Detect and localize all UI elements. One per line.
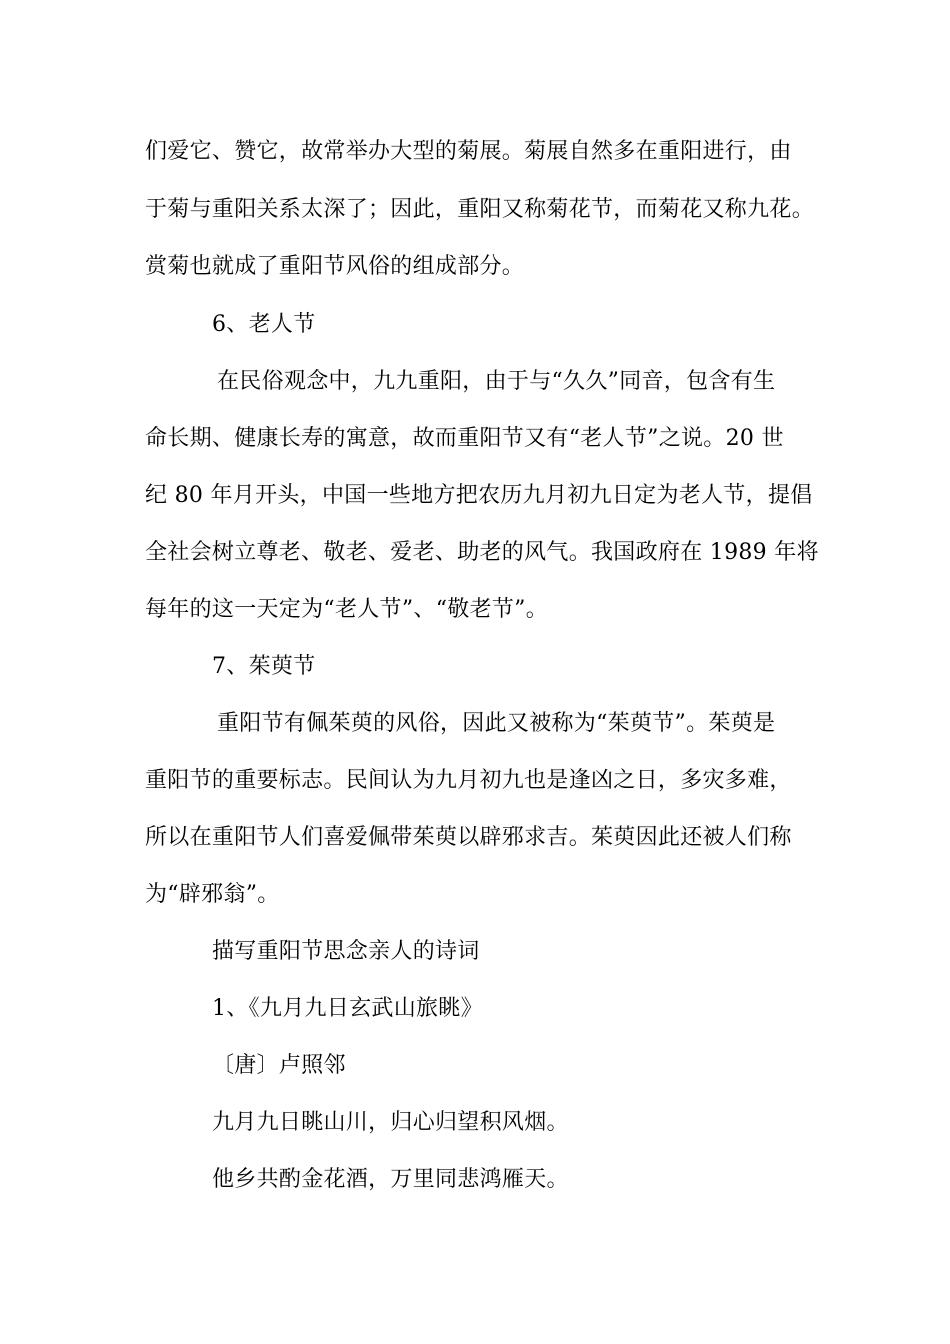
paragraph-line: 们爱它、赞它，故常举办大型的菊展。菊展自然多在重阳进行，由 (145, 139, 792, 164)
paragraph-line: 全社会树立尊老、敬老、爱老、助老的风气。我国政府在 1989 年将 (145, 540, 819, 565)
poem-line: 九月九日眺山川，归心归望积风烟。 (212, 1110, 569, 1135)
paragraph-line: 纪 80 年月开头，中国一些地方把农历九月初九日定为老人节，提倡 (145, 483, 813, 508)
paragraph-line: 重阳节的重要标志。民间认为九月初九也是逢凶之日，多灾多难， (145, 768, 792, 793)
poem-line: 他乡共酌金花酒，万里同悲鸿雁天。 (212, 1167, 569, 1192)
paragraph-line: 为“辟邪翁”。 (145, 882, 280, 907)
paragraph-line: 每年的这一天定为“老人节”、“敬老节”。 (145, 597, 548, 622)
paragraph-line: 所以在重阳节人们喜爱佩带茱萸以辟邪求吉。茱萸因此还被人们称 (145, 825, 792, 850)
paragraph-line: 于菊与重阳关系太深了；因此，重阳又称菊花节，而菊花又称九花。 (145, 197, 815, 222)
paragraph-line: 重阳节有佩茱萸的风俗，因此又被称为“茱萸节”。茱萸是 (217, 711, 776, 736)
poem-title: 1、《九月九日玄武山旅眺》 (212, 996, 483, 1021)
poem-author: 〔唐〕卢照邻 (212, 1053, 346, 1078)
section-heading: 7、茱萸节 (212, 654, 316, 679)
paragraph-line: 命长期、健康长寿的寓意，故而重阳节又有“老人节”之说。20 世 (145, 426, 784, 451)
paragraph-line: 赏菊也就成了重阳节风俗的组成部分。 (145, 254, 525, 279)
poem-section-heading: 描写重阳节思念亲人的诗词 (212, 939, 480, 964)
section-heading: 6、老人节 (212, 312, 316, 337)
paragraph-line: 在民俗观念中，九九重阳，由于与“久久”同音，包含有生 (217, 369, 776, 394)
